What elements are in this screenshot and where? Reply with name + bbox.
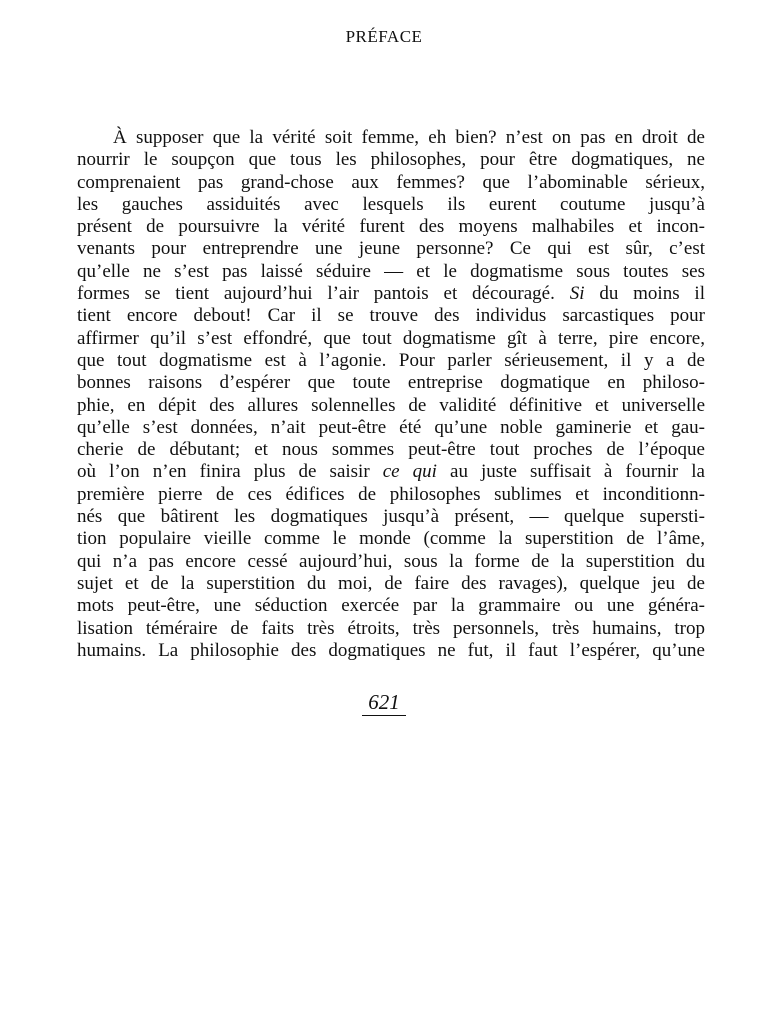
running-head: PRÉFACE xyxy=(345,27,423,46)
text-line: lisation téméraire de faits très étroits, très personnels, très humains, trop xyxy=(77,617,705,639)
page-number xyxy=(0,690,768,716)
text-line: À supposer que la vérité soit femme, eh bien? n’est on pas en droit de xyxy=(113,127,705,148)
text-line: que tout dogmatisme est à l’agonie. Pour parler sérieusement, il y a de xyxy=(77,349,705,371)
page-number-value: 621 xyxy=(362,690,406,716)
text-line: phie, en dépit des allures solennelles de validité définitive et universelle xyxy=(77,394,705,416)
text-line: les gauches assiduités avec lesquels ils eurent coutume jusqu’à xyxy=(77,193,705,215)
text-line: présent de poursuivre la vérité furent des moyens malhabiles et incon- xyxy=(77,216,705,238)
text-line: première pierre de ces édifices de philosophes sublimes et inconditionn- xyxy=(77,483,705,505)
text-line: comprenaient pas grand-chose aux femmes? que l’abominable sérieux, xyxy=(77,171,705,193)
emphasis: ce qui xyxy=(382,461,437,483)
text-line: qu’elle s’est données, n’ait peut-être été qu’une noble gaminerie et gau- xyxy=(77,416,705,438)
text-line: sujet et de la superstition du moi, de faire des ravages), quelque jeu de xyxy=(77,572,705,594)
text-line: tient encore debout! Car il se trouve des individus sarcastiques pour xyxy=(77,305,705,327)
text-line: venants pour entreprendre une jeune personne? Ce qui est sûr, c’est xyxy=(77,238,705,260)
text-line: qu’elle ne s’est pas laissé séduire — et le dogmatisme sous toutes ses xyxy=(77,260,705,282)
text-line: où l’on n’en finira plus de saisir ce qui au juste suffisait à fournir la xyxy=(77,461,705,483)
text-line: affirmer qu’il s’est effondré, que tout dogmatisme gît à terre, pire encore, xyxy=(77,327,705,349)
text-line: nourrir le soupçon que tous les philosophes, pour être dogmatiques, ne xyxy=(77,149,705,171)
text-line: nés que bâtirent les dogmatiques jusqu’à présent, — quelque supersti- xyxy=(77,506,705,528)
text-line: mots peut-être, une séduction exercée par la grammaire ou une généra- xyxy=(77,595,705,617)
text-line: tion populaire vieille comme le monde (comme la superstition de l’âme, xyxy=(77,528,705,550)
text-line: formes se tient aujourd’hui l’air pantois et découragé. Si du moins il xyxy=(77,283,705,305)
body-paragraph xyxy=(77,127,705,662)
text-line: qui n’a pas encore cessé aujourd’hui, sous la forme de la superstition du xyxy=(77,550,705,572)
emphasis: Si xyxy=(569,283,585,305)
text-line: humains. La philosophie des dogmatiques ne fut, il faut l’espérer, qu’une xyxy=(77,639,705,661)
text-line: cherie de débutant; et nous sommes peut-être tout proches de l’époque xyxy=(77,439,705,461)
text-line: bonnes raisons d’espérer que toute entreprise dogmatique en philoso- xyxy=(77,372,705,394)
